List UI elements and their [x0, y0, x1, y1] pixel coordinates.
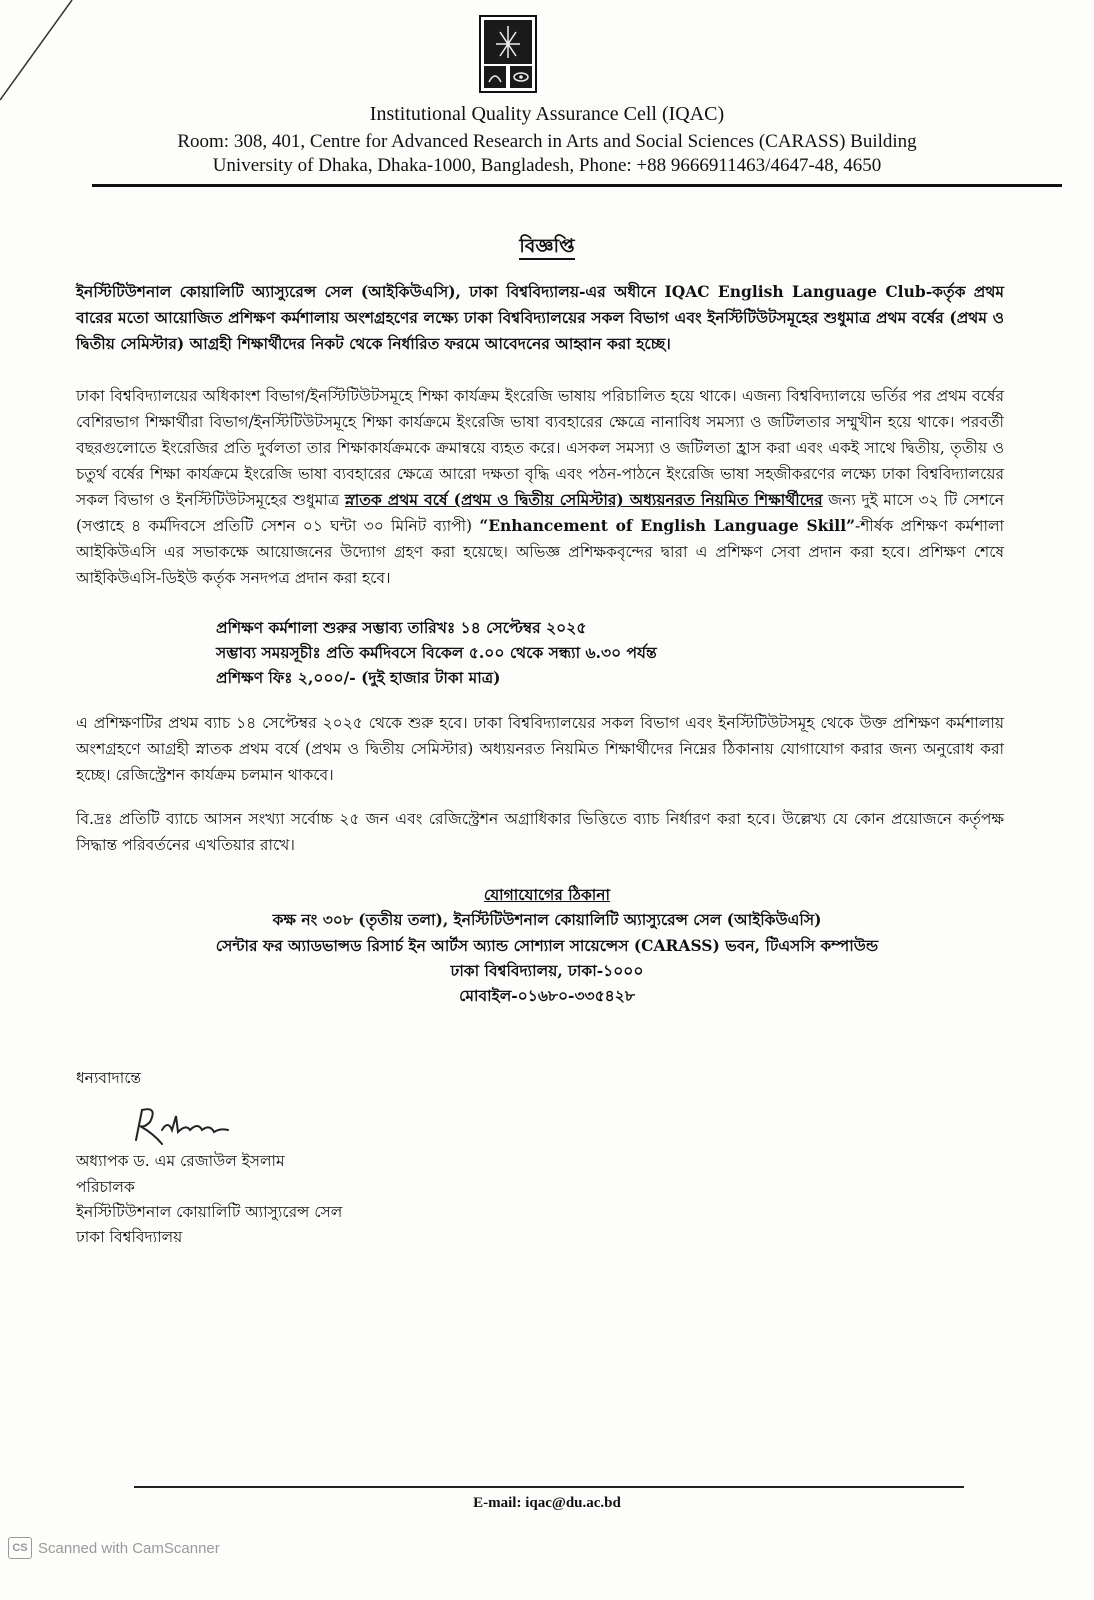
contact-mobile: মোবাইল-০১৬৮০-৩৩৫৪২৮ — [459, 986, 635, 1005]
eligibility-highlight: স্নাতক প্রথম বর্ষে (প্রথম ও দ্বিতীয় সেমিস্টার) অধ্যয়নরত নিয়মিত শিক্ষার্থীদের — [344, 490, 823, 509]
paragraph-background-part-c: জন্য দুই মাসে ৩২ টি সেশনে (সপ্তাহে ৪ কর্মদিবসে প্রতিটি সেশন ০১ ঘন্টা ৩০ মিনিট ব্যাপী) — [76, 491, 1005, 535]
closing-text: ধন্যবাদান্তে — [76, 1069, 142, 1087]
page-corner-fold — [0, 0, 80, 110]
office-title: Institutional Quality Assurance Cell (IQAC) — [369, 103, 725, 125]
club-name: IQAC English Language Club — [664, 282, 926, 301]
paragraph-invitation — [76, 279, 1004, 357]
contact-heading — [0, 882, 1094, 908]
footer-divider — [134, 1486, 964, 1488]
signatory-office: ইনস্টিটিউশনাল কোয়ালিটি অ্যাস্যুরেন্স সেল — [76, 1203, 343, 1221]
scanner-watermark — [8, 1537, 220, 1559]
office-address-line: Room: 308, 401, Centre for Advanced Research in Arts and Social Sciences (CARASS) Building — [177, 131, 917, 152]
paragraph-invitation-part-c: -কর্তৃক প্রথম বারের মতো আয়োজিত প্রশিক্ষণ কর্মশালায় অংশগ্রহণের লক্ষ্যে ঢাকা বিশ্ববিদ্যালয়ের সকল বিভাগ এবং ইনস্টিটিউটসমূহের শুধুমাত্র প্রথম বর্ষের (প্রথম ও দ্বিতীয় সেমিস্টার) আগ্রহী শিক্ষার্থীদের নিকট থেকে নির্ধারিত ফরমে আবেদনের আহ্বান করা হচ্ছে। — [76, 282, 1004, 353]
info-schedule: সম্ভাব্য সময়সূচীঃ প্রতি কর্মদিবসে বিকেল ৫.০০ থেকে সন্ধ্যা ৬.৩০ পর্যন্ত — [216, 643, 657, 662]
info-start-date: প্রশিক্ষণ কর্মশালা শুরুর সম্ভাব্য তারিখঃ ১৪ সেপ্টেম্বর ২০২৫ — [216, 618, 587, 637]
signatory-name: অধ্যাপক ড. এম রেজাউল ইসলাম — [76, 1152, 285, 1170]
contact-city: ঢাকা বিশ্ববিদ্যালয়, ঢাকা-১০০০ — [450, 961, 644, 980]
footer-email: E-mail: iqac@du.ac.bd — [473, 1495, 621, 1511]
paragraph-note: বি.দ্রঃ প্রতিটি ব্যাচে আসন সংখ্যা সর্বোচ্চ ২৫ জন এবং রেজিস্ট্রেশন অগ্রাধিকার ভিত্তিতে ব্যাচ নির্ধারণ করা হবে। উল্লেখ্য যে কোন প্রয়োজনে কর্তৃপক্ষ সিদ্ধান্ত পরিবর্তনের এখতিয়ার রাখে। — [76, 810, 1004, 854]
office-contact-line: University of Dhaka, Dhaka-1000, Bangladesh, Phone: +88 9666911463/4647-48, 4650 — [212, 155, 882, 176]
signatory-university: ঢাকা বিশ্ববিদ্যালয় — [76, 1228, 183, 1246]
notice-title — [0, 232, 1094, 264]
paragraph-background-part-e: -শীর্ষক প্রশিক্ষণ কর্মশালা আইকিউএসি এর সভাকক্ষে আয়োজনের উদ্যোগ গ্রহণ করা হয়েছে। অভিজ্ঞ প্রশিক্ষকবৃন্দের দ্বারা এ প্রশিক্ষণ সেবা প্রদান করা হবে। প্রশিক্ষণ শেষে আইকিউএসি-ডিইউ কর্তৃক সনদপত্র প্রদান করা হবে। — [76, 517, 1004, 587]
paragraph-background — [76, 383, 1004, 591]
header-divider — [92, 184, 1062, 187]
contact-building: সেন্টার ফর অ্যাডভান্সড রিসার্চ ইন আর্টস অ্যান্ড সোশ্যাল সায়েন্সেস (CARASS) ভবন, টিএসসি কম্পাউন্ড — [215, 936, 879, 955]
university-logo-icon — [478, 14, 538, 94]
notice-title-text: বিজ্ঞপ্তি — [519, 235, 574, 260]
contact-heading-text: যোগাযোগের ঠিকানা — [483, 885, 611, 904]
paragraph-invitation-part-a: ইনস্টিটিউশনাল কোয়ালিটি অ্যাস্যুরেন্স সেল (আইকিউএসি), ঢাকা বিশ্ববিদ্যালয়-এর অধীনে — [76, 282, 665, 301]
camscanner-icon: CS — [8, 1537, 32, 1559]
paragraph-background-part-a: ঢাকা বিশ্ববিদ্যালয়ের অধিকাংশ বিভাগ/ইনস্টিটিউটসমূহে শিক্ষা কার্যক্রম ইংরেজি ভাষায় পরিচালিত হয়ে থাকে। এজন্য বিশ্ববিদ্যালয়ে ভর্তির পর প্রথম বর্ষের বেশিরভাগ শিক্ষার্থীরা বিভাগ/ইনস্টিটিউটসমূহে শিক্ষা কার্যক্রমে ইংরেজি ভাষা ব্যবহারের ক্ষেত্রে নানাবিধ সমস্যা ও জটিলতার সম্মুখীন হয়ে থাকে। পরবর্তী বছরগুলোতে ইংরেজির প্রতি দুর্বলতা তার শিক্ষাকার্যক্রমকে ক্রমান্বয়ে ব্যহত করে। এসকল সমস্যা ও জটিলতা হ্রাস করা এবং একই সাথে দ্বিতীয়, তৃতীয় ও চতুর্থ বর্ষের শিক্ষা কার্যক্রমে ইংরেজি ভাষা ব্যবহারের ক্ষেত্রে আরো দক্ষতা বৃদ্ধি এবং পঠন-পাঠনে ইংরেজি ভাষা সহজীকরণের লক্ষ্যে ঢাকা বিশ্ববিদ্যালয়ের সকল বিভাগ ও ইনস্টিটিউটসমূহের শুধুমাত্র — [76, 387, 1004, 509]
signatory-designation: পরিচালক — [76, 1178, 135, 1196]
contact-room: কক্ষ নং ৩০৮ (তৃতীয় তলা), ইনস্টিটিউশনাল কোয়ালিটি অ্যাস্যুরেন্স সেল (আইকিউএসি) — [272, 910, 822, 929]
scanner-watermark-text: Scanned with CamScanner — [38, 1539, 220, 1557]
paragraph-first-batch: এ প্রশিক্ষণটির প্রথম ব্যাচ ১৪ সেপ্টেম্বর ২০২৫ থেকে শুরু হবে। ঢাকা বিশ্ববিদ্যালয়ের সকল বিভাগ এবং ইনস্টিটিউটসমূহ থেকে উক্ত প্রশিক্ষণ কর্মশালায় অংশগ্রহণে আগ্রহী স্নাতক প্রথম বর্ষে (প্রথম ও দ্বিতীয় সেমিস্টার) অধ্যয়নরত নিয়মিত শিক্ষার্থীদের নিম্নের ঠিকানায় যোগাযোগ করার জন্য অনুরোধ করা হচ্ছে। রেজিস্ট্রেশন কার্যক্রম চলমান থাকবে। — [76, 714, 1004, 784]
info-fee: প্রশিক্ষণ ফিঃ ২,০০০/- (দুই হাজার টাকা মাত্র) — [216, 668, 501, 687]
workshop-title: “Enhancement of English Language Skill” — [479, 516, 856, 535]
signature-image — [128, 1100, 238, 1150]
